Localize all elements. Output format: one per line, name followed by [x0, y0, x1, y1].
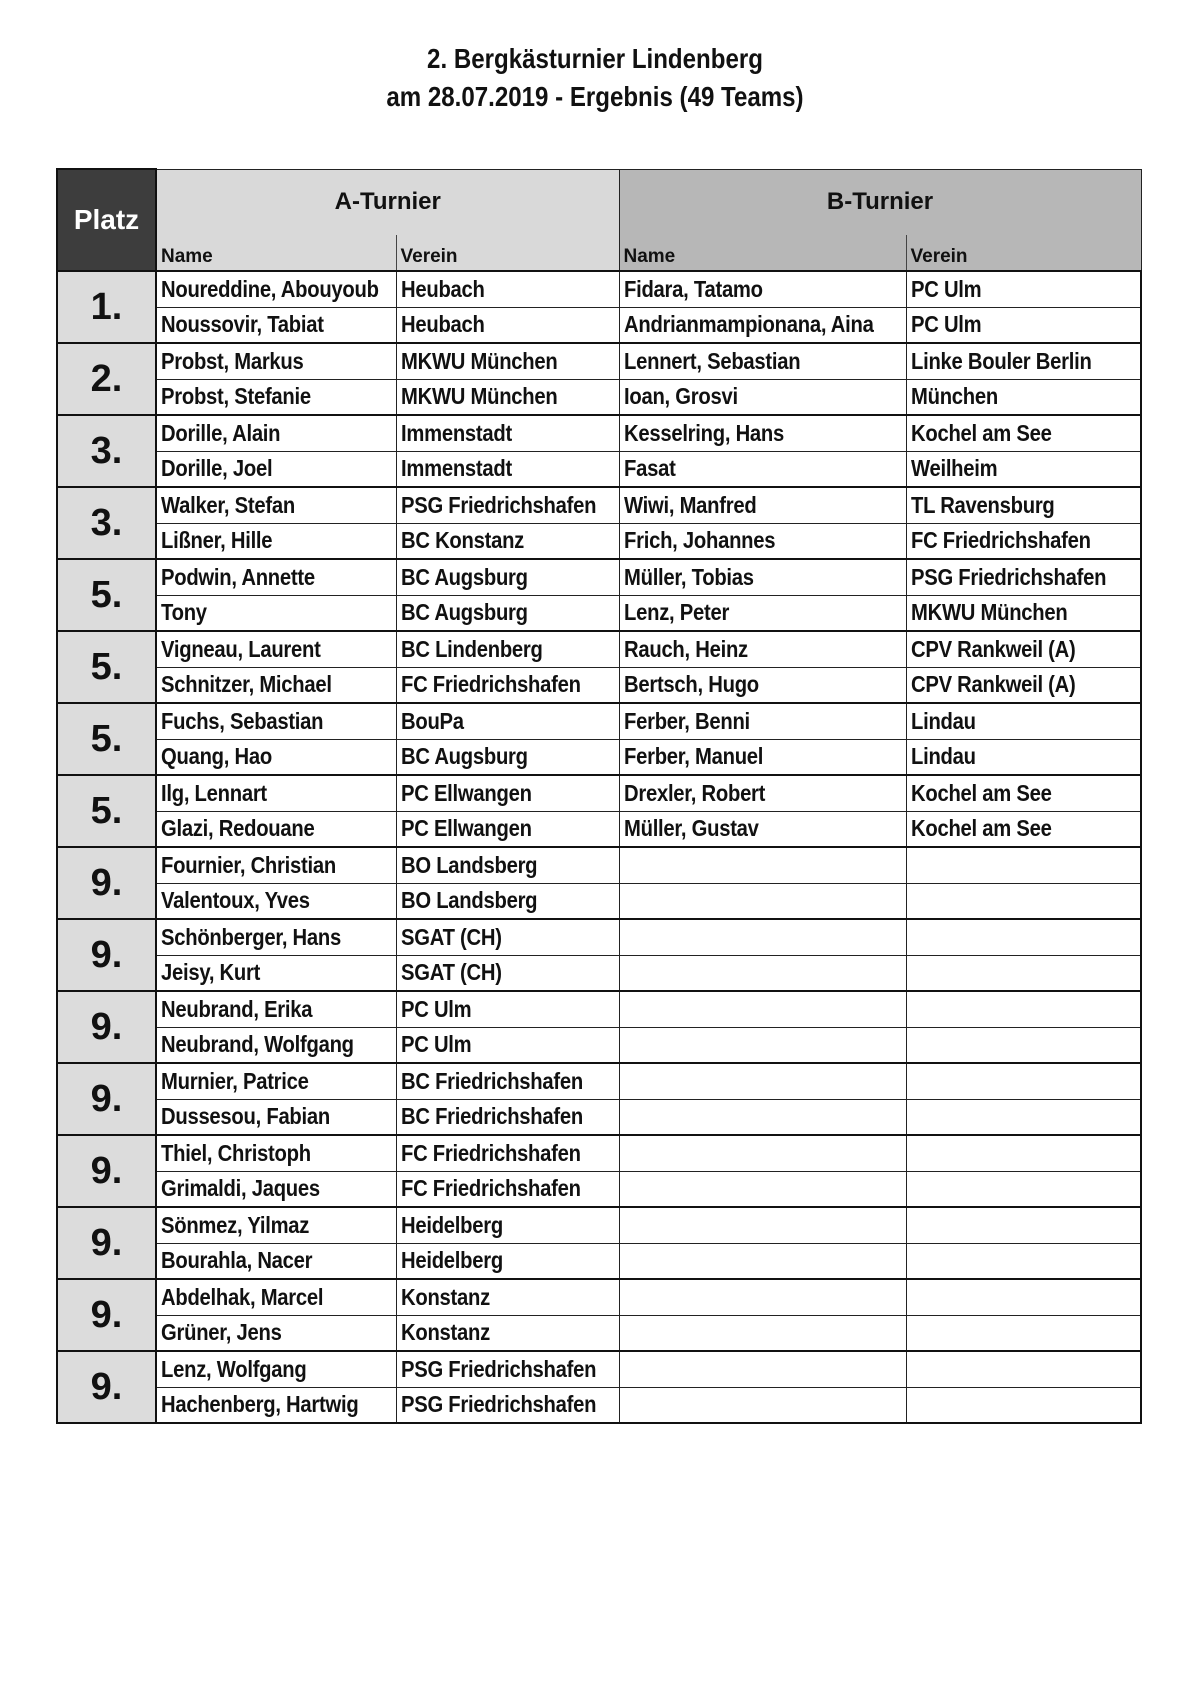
a-verein-cell — [396, 451, 619, 487]
a-name-cell-text: Probst, Stefanie — [161, 383, 311, 410]
b-verein-cell — [906, 1171, 1141, 1207]
a-verein-cell — [396, 487, 619, 523]
table-row — [57, 415, 1141, 451]
a-name-cell — [156, 1135, 396, 1171]
platz-header: Platz — [57, 169, 156, 271]
a-verein-cell-text: PC Ellwangen — [400, 779, 532, 806]
b-name-cell — [619, 379, 906, 415]
b-verein-cell-text: CPV Rankweil (A) — [910, 635, 1075, 662]
table-row — [57, 595, 1141, 631]
a-verein-cell — [396, 1387, 619, 1423]
table-row — [57, 991, 1141, 1027]
b-verein-cell — [906, 379, 1141, 415]
a-verein-cell-text: PSG Friedrichshafen — [400, 1391, 596, 1418]
a-name-column-header: Name — [156, 235, 396, 271]
b-verein-cell — [906, 991, 1141, 1027]
a-verein-cell-text: BC Konstanz — [400, 527, 524, 554]
place-cell: 9. — [57, 991, 156, 1063]
b-name-cell — [619, 1171, 906, 1207]
a-verein-cell-text: FC Friedrichshafen — [400, 1175, 581, 1202]
b-verein-cell-text: Kochel am See — [910, 815, 1052, 842]
b-verein-cell-text: Linke Bouler Berlin — [910, 347, 1092, 374]
place-cell: 5. — [57, 631, 156, 703]
b-verein-cell — [906, 595, 1141, 631]
a-verein-cell-text: Heubach — [400, 275, 485, 302]
a-name-cell — [156, 1243, 396, 1279]
a-name-cell — [156, 307, 396, 343]
b-verein-cell-text: Lindau — [910, 743, 976, 770]
a-verein-cell — [396, 343, 619, 379]
b-verein-cell-text: München — [910, 383, 998, 410]
b-name-cell — [619, 271, 906, 307]
a-name-cell — [156, 1315, 396, 1351]
b-verein-cell-text: Lindau — [910, 707, 976, 734]
b-verein-cell — [906, 631, 1141, 667]
b-name-cell-text: Bertsch, Hugo — [623, 671, 759, 698]
b-name-cell-text: Kesselring, Hans — [623, 419, 784, 446]
a-name-cell — [156, 343, 396, 379]
a-name-cell — [156, 775, 396, 811]
a-name-cell-text: Tony — [161, 599, 207, 626]
b-name-cell — [619, 1243, 906, 1279]
table-row — [57, 271, 1141, 307]
b-verein-cell-text: CPV Rankweil (A) — [910, 671, 1075, 698]
a-name-cell — [156, 1279, 396, 1315]
b-name-cell-text: Fasat — [623, 455, 676, 482]
a-name-cell-text: Sönmez, Yilmaz — [161, 1211, 310, 1238]
b-verein-cell — [906, 1243, 1141, 1279]
b-name-cell — [619, 1387, 906, 1423]
b-verein-cell — [906, 1099, 1141, 1135]
table-row — [57, 1243, 1141, 1279]
b-verein-cell — [906, 1135, 1141, 1171]
b-turnier-header: B-Turnier — [619, 169, 1141, 235]
a-name-cell — [156, 415, 396, 451]
a-name-cell-text: Noussovir, Tabiat — [161, 311, 324, 338]
a-name-cell — [156, 487, 396, 523]
a-verein-cell — [396, 631, 619, 667]
a-verein-cell — [396, 703, 619, 739]
b-name-cell — [619, 1315, 906, 1351]
a-verein-cell-text: PSG Friedrichshafen — [400, 1355, 596, 1382]
a-name-cell-text: Thiel, Christoph — [161, 1139, 311, 1166]
a-name-cell — [156, 811, 396, 847]
a-verein-cell — [396, 1099, 619, 1135]
b-name-cell — [619, 487, 906, 523]
b-verein-cell — [906, 1279, 1141, 1315]
a-verein-cell-text: MKWU München — [400, 383, 557, 410]
b-name-cell — [619, 1063, 906, 1099]
b-verein-cell — [906, 955, 1141, 991]
table-row — [57, 523, 1141, 559]
table-row — [57, 343, 1141, 379]
b-verein-cell — [906, 847, 1141, 883]
a-name-cell — [156, 703, 396, 739]
b-name-cell — [619, 523, 906, 559]
b-name-cell — [619, 559, 906, 595]
a-verein-cell — [396, 595, 619, 631]
a-name-cell — [156, 955, 396, 991]
b-verein-cell — [906, 271, 1141, 307]
place-cell: 2. — [57, 343, 156, 415]
a-name-cell-text: Abdelhak, Marcel — [161, 1283, 324, 1310]
b-name-cell-text: Frich, Johannes — [623, 527, 775, 554]
a-verein-cell — [396, 919, 619, 955]
table-row — [57, 631, 1141, 667]
place-cell: 5. — [57, 559, 156, 631]
b-verein-cell — [906, 811, 1141, 847]
table-row — [57, 379, 1141, 415]
b-name-cell-text: Lennert, Sebastian — [623, 347, 800, 374]
b-name-cell — [619, 1135, 906, 1171]
b-name-cell — [619, 415, 906, 451]
a-name-cell — [156, 1351, 396, 1387]
b-verein-cell-text: Kochel am See — [910, 419, 1052, 446]
table-row — [57, 847, 1141, 883]
a-name-cell-text: Quang, Hao — [161, 743, 272, 770]
a-name-cell — [156, 451, 396, 487]
b-name-cell — [619, 811, 906, 847]
b-name-cell — [619, 1207, 906, 1243]
b-name-cell — [619, 991, 906, 1027]
a-name-cell-text: Ilg, Lennart — [161, 779, 267, 806]
b-verein-cell — [906, 883, 1141, 919]
a-verein-cell — [396, 1279, 619, 1315]
a-verein-cell — [396, 775, 619, 811]
table-row — [57, 703, 1141, 739]
place-cell: 9. — [57, 919, 156, 991]
a-verein-cell-text: BouPa — [400, 707, 464, 734]
a-verein-cell-text: BC Augsburg — [400, 563, 528, 590]
b-name-cell — [619, 955, 906, 991]
b-verein-cell — [906, 523, 1141, 559]
a-name-cell-text: Grimaldi, Jaques — [161, 1175, 320, 1202]
header-row — [57, 169, 1141, 235]
place-cell: 1. — [57, 271, 156, 343]
b-name-cell-text: Ferber, Manuel — [623, 743, 763, 770]
a-name-cell — [156, 1207, 396, 1243]
table-row — [57, 667, 1141, 703]
a-verein-cell — [396, 811, 619, 847]
a-name-cell-text: Fournier, Christian — [161, 851, 336, 878]
a-verein-cell-text: BO Landsberg — [400, 887, 537, 914]
table-row — [57, 919, 1141, 955]
place-cell: 9. — [57, 1351, 156, 1423]
table-row — [57, 1099, 1141, 1135]
a-turnier-header: A-Turnier — [156, 169, 619, 235]
table-row — [57, 1135, 1141, 1171]
b-name-cell — [619, 1027, 906, 1063]
b-verein-cell — [906, 1315, 1141, 1351]
b-verein-cell-text: PC Ulm — [910, 275, 981, 302]
b-verein-cell — [906, 307, 1141, 343]
table-row — [57, 1207, 1141, 1243]
a-verein-cell-text: PC Ellwangen — [400, 815, 532, 842]
b-verein-cell — [906, 739, 1141, 775]
place-cell: 9. — [57, 847, 156, 919]
a-name-cell-text: Fuchs, Sebastian — [161, 707, 324, 734]
a-verein-cell — [396, 1351, 619, 1387]
b-name-cell — [619, 739, 906, 775]
a-name-cell-text: Neubrand, Wolfgang — [161, 1031, 354, 1058]
b-verein-cell — [906, 343, 1141, 379]
a-verein-cell-text: Heubach — [400, 311, 485, 338]
b-name-cell — [619, 1351, 906, 1387]
a-verein-cell — [396, 1135, 619, 1171]
a-name-cell-text: Walker, Stefan — [161, 491, 295, 518]
b-verein-cell — [906, 703, 1141, 739]
b-name-cell-text: Drexler, Robert — [623, 779, 765, 806]
place-cell: 5. — [57, 703, 156, 775]
b-name-cell — [619, 307, 906, 343]
a-verein-cell-text: Immenstadt — [400, 455, 512, 482]
a-name-cell — [156, 739, 396, 775]
a-verein-cell-text: BO Landsberg — [400, 851, 537, 878]
a-name-cell — [156, 919, 396, 955]
a-name-cell-text: Podwin, Annette — [161, 563, 315, 590]
b-verein-cell — [906, 1027, 1141, 1063]
table-row — [57, 739, 1141, 775]
a-verein-cell — [396, 955, 619, 991]
b-name-cell-text: Müller, Gustav — [623, 815, 759, 842]
a-name-cell-text: Schnitzer, Michael — [161, 671, 332, 698]
b-verein-cell-text: PC Ulm — [910, 311, 981, 338]
b-verein-cell — [906, 1063, 1141, 1099]
a-verein-cell — [396, 559, 619, 595]
subheader-row — [57, 235, 1141, 271]
a-name-cell — [156, 1099, 396, 1135]
a-name-cell-text: Murnier, Patrice — [161, 1067, 309, 1094]
a-name-cell-text: Grüner, Jens — [161, 1319, 282, 1346]
table-row — [57, 1027, 1141, 1063]
b-verein-cell — [906, 775, 1141, 811]
table-row — [57, 451, 1141, 487]
table-row — [57, 559, 1141, 595]
a-name-cell-text: Vigneau, Laurent — [161, 635, 321, 662]
a-name-cell-text: Lenz, Wolfgang — [161, 1355, 307, 1382]
a-name-cell — [156, 883, 396, 919]
a-name-cell-text: Glazi, Redouane — [161, 815, 315, 842]
a-verein-cell-text: BC Friedrichshafen — [400, 1067, 583, 1094]
a-verein-cell-text: PSG Friedrichshafen — [400, 491, 596, 518]
b-name-cell — [619, 1099, 906, 1135]
a-name-cell-text: Dorille, Alain — [161, 419, 281, 446]
a-verein-cell-text: Immenstadt — [400, 419, 512, 446]
place-cell: 9. — [57, 1279, 156, 1351]
b-verein-column-header: Verein — [906, 235, 1141, 271]
results-table — [56, 168, 1142, 1424]
a-name-cell-text: Hachenberg, Hartwig — [161, 1391, 359, 1418]
b-verein-cell-text: PSG Friedrichshafen — [910, 563, 1106, 590]
a-name-cell — [156, 1063, 396, 1099]
table-row — [57, 955, 1141, 991]
a-verein-cell — [396, 415, 619, 451]
a-name-cell — [156, 1387, 396, 1423]
b-name-cell — [619, 1279, 906, 1315]
b-name-cell-text: Rauch, Heinz — [623, 635, 748, 662]
a-verein-cell — [396, 307, 619, 343]
b-name-cell — [619, 919, 906, 955]
a-verein-cell — [396, 1207, 619, 1243]
b-name-cell — [619, 883, 906, 919]
b-name-cell-text: Wiwi, Manfred — [623, 491, 756, 518]
b-verein-cell-text: TL Ravensburg — [910, 491, 1055, 518]
table-row — [57, 775, 1141, 811]
a-verein-cell-text: SGAT (CH) — [400, 923, 502, 950]
a-name-cell-text: Neubrand, Erika — [161, 995, 313, 1022]
title-line-2: am 28.07.2019 - Ergebnis (49 Teams) — [386, 81, 804, 112]
a-verein-cell-text: FC Friedrichshafen — [400, 671, 581, 698]
a-name-cell — [156, 271, 396, 307]
b-verein-cell-text: Weilheim — [910, 455, 997, 482]
b-name-column-header: Name — [619, 235, 906, 271]
a-name-cell — [156, 379, 396, 415]
a-name-cell-text: Bourahla, Nacer — [161, 1247, 313, 1274]
place-cell: 3. — [57, 415, 156, 487]
a-verein-cell — [396, 991, 619, 1027]
a-name-cell — [156, 1171, 396, 1207]
a-verein-cell — [396, 667, 619, 703]
a-verein-cell — [396, 847, 619, 883]
table-row — [57, 487, 1141, 523]
a-verein-cell — [396, 1243, 619, 1279]
document-title — [83, 40, 1106, 116]
a-name-cell — [156, 1027, 396, 1063]
a-verein-cell-text: BC Augsburg — [400, 599, 528, 626]
a-verein-cell-text: Konstanz — [400, 1283, 490, 1310]
b-name-cell — [619, 703, 906, 739]
a-name-cell-text: Jeisy, Kurt — [161, 959, 261, 986]
a-verein-cell-text: BC Augsburg — [400, 743, 528, 770]
b-name-cell — [619, 775, 906, 811]
b-name-cell-text: Müller, Tobias — [623, 563, 754, 590]
a-verein-cell-text: BC Friedrichshafen — [400, 1103, 583, 1130]
a-name-cell — [156, 847, 396, 883]
a-name-cell-text: Dussesou, Fabian — [161, 1103, 330, 1130]
b-verein-cell-text: Kochel am See — [910, 779, 1052, 806]
a-name-cell-text: Schönberger, Hans — [161, 923, 341, 950]
table-row — [57, 307, 1141, 343]
b-verein-cell — [906, 1387, 1141, 1423]
table-row — [57, 1351, 1141, 1387]
a-name-cell-text: Valentoux, Yves — [161, 887, 310, 914]
a-name-cell-text: Dorille, Joel — [161, 455, 273, 482]
place-cell: 3. — [57, 487, 156, 559]
table-row — [57, 1171, 1141, 1207]
a-verein-cell — [396, 739, 619, 775]
a-verein-cell-text: Konstanz — [400, 1319, 490, 1346]
results-body — [57, 271, 1141, 1423]
b-verein-cell — [906, 451, 1141, 487]
table-row — [57, 1063, 1141, 1099]
place-cell: 9. — [57, 1135, 156, 1207]
table-row — [57, 883, 1141, 919]
a-name-cell-text: Lißner, Hille — [161, 527, 273, 554]
a-name-cell — [156, 523, 396, 559]
b-verein-cell — [906, 559, 1141, 595]
place-cell: 9. — [57, 1063, 156, 1135]
b-name-cell-text: Ferber, Benni — [623, 707, 750, 734]
a-name-cell — [156, 991, 396, 1027]
a-verein-cell-text: Heidelberg — [400, 1211, 503, 1238]
a-verein-cell-text: PC Ulm — [400, 995, 471, 1022]
a-verein-cell-text: SGAT (CH) — [400, 959, 502, 986]
b-verein-cell — [906, 1351, 1141, 1387]
b-verein-cell — [906, 1207, 1141, 1243]
b-name-cell-text: Lenz, Peter — [623, 599, 729, 626]
b-verein-cell-text: MKWU München — [910, 599, 1067, 626]
b-name-cell — [619, 595, 906, 631]
table-row — [57, 811, 1141, 847]
b-name-cell — [619, 667, 906, 703]
a-verein-cell — [396, 1315, 619, 1351]
a-verein-cell — [396, 883, 619, 919]
b-name-cell — [619, 451, 906, 487]
a-name-cell — [156, 559, 396, 595]
table-row — [57, 1279, 1141, 1315]
b-verein-cell — [906, 487, 1141, 523]
a-verein-cell — [396, 1027, 619, 1063]
b-name-cell — [619, 343, 906, 379]
b-verein-cell-text: FC Friedrichshafen — [910, 527, 1091, 554]
place-cell: 9. — [57, 1207, 156, 1279]
place-cell: 5. — [57, 775, 156, 847]
b-name-cell — [619, 847, 906, 883]
a-verein-cell-text: PC Ulm — [400, 1031, 471, 1058]
a-name-cell — [156, 631, 396, 667]
b-name-cell — [619, 631, 906, 667]
b-name-cell-text: Andrianmampionana, Aina — [623, 311, 874, 338]
b-name-cell-text: Ioan, Grosvi — [623, 383, 738, 410]
a-verein-cell-text: BC Lindenberg — [400, 635, 543, 662]
a-name-cell — [156, 667, 396, 703]
a-name-cell-text: Noureddine, Abouyoub — [161, 275, 379, 302]
b-verein-cell — [906, 667, 1141, 703]
title-line-1: 2. Bergkästurnier Lindenberg — [427, 43, 763, 74]
a-verein-cell — [396, 271, 619, 307]
b-verein-cell — [906, 919, 1141, 955]
b-verein-cell — [906, 415, 1141, 451]
table-row — [57, 1315, 1141, 1351]
a-verein-cell — [396, 1063, 619, 1099]
a-verein-column-header: Verein — [396, 235, 619, 271]
a-verein-cell-text: FC Friedrichshafen — [400, 1139, 581, 1166]
a-verein-cell-text: MKWU München — [400, 347, 557, 374]
a-verein-cell-text: Heidelberg — [400, 1247, 503, 1274]
a-name-cell — [156, 595, 396, 631]
a-name-cell-text: Probst, Markus — [161, 347, 304, 374]
b-name-cell-text: Fidara, Tatamo — [623, 275, 763, 302]
a-verein-cell — [396, 523, 619, 559]
a-verein-cell — [396, 379, 619, 415]
table-row — [57, 1387, 1141, 1423]
a-verein-cell — [396, 1171, 619, 1207]
